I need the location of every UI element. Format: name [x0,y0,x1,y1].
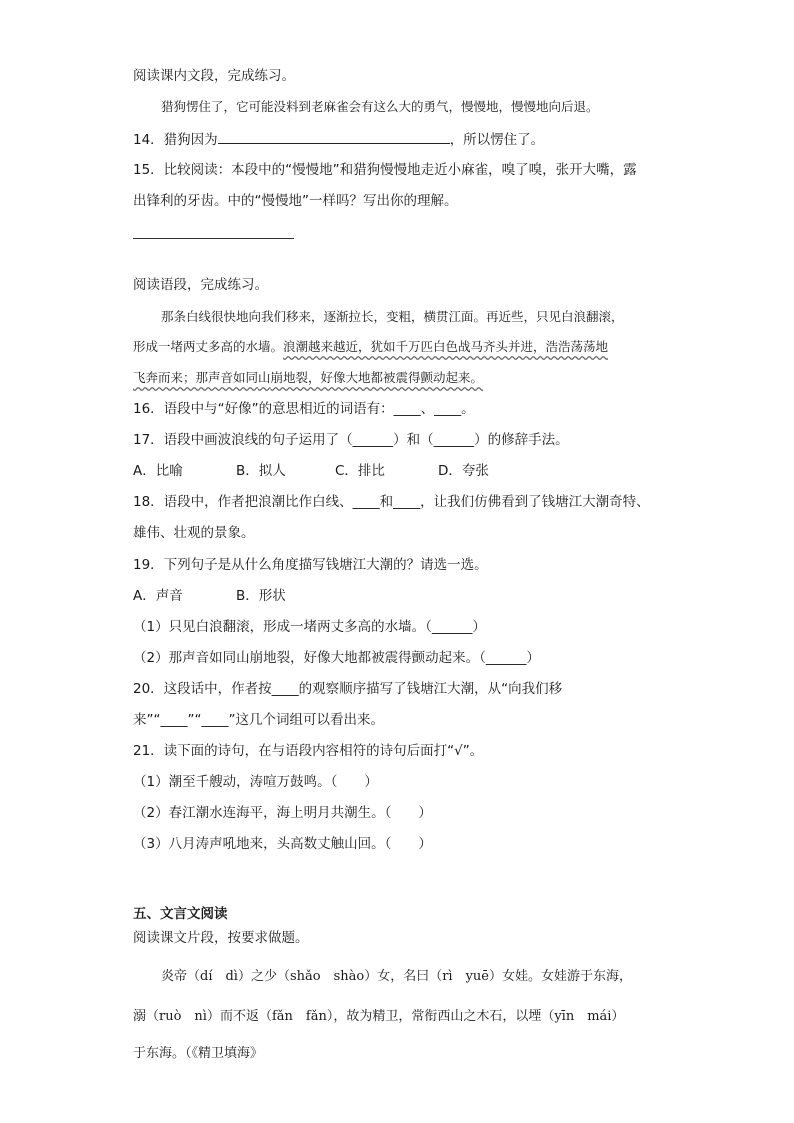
question-19: 19．下列句子是从什么角度描写钱塘江大潮的？请选一选。 [133,557,488,573]
section3-passage-line2: 溺（ruò nì）而不返（fǎn fǎn），故为精卫，常衔西山之木石，以堙（yīn mái） [133,1009,625,1024]
q19-option-a[interactable]: A．声音 [133,588,183,604]
q14-answer-blank[interactable] [218,129,450,144]
section3-passage-line1: 炎帝（dí dì）之少（shǎo shào）女，名曰（rì yuē）女娃。女娃游于东海， [161,969,632,984]
q17-option-c[interactable]: C．排比 [335,463,385,479]
q15-answer-line[interactable] [133,238,294,239]
passage-line3-wavy-c: 崩地裂，好像大地都被震得颤动起来。 [270,370,484,385]
question-14 [133,129,544,150]
q21-item-2: （2）春江潮水连海平，海上明月共潮生。（ ） [133,805,432,821]
q17-option-a[interactable]: A．比喻 [133,463,183,479]
question-20-line2: 来”“____”“____”这几个词组可以看出来。 [133,712,384,728]
q17-options [133,461,489,481]
q17-option-d[interactable]: D．夸张 [438,463,489,479]
passage-line2-wavy: 浪潮越来越近，犹如千万匹白色战马齐头并进，浩浩荡荡地 [283,339,609,354]
q19-item-2: （2）那声音如同山崩地裂，好像大地都被震得颤动起来。（______） [133,650,540,666]
q14-suffix: ，所以愣住了。 [449,132,545,148]
section2-passage-line1: 那条白线很快地向我们移来，逐渐拉长，变粗，横贯江面。再近些，只见白浪翻滚， [161,309,624,324]
question-15-line2: 出锋利的牙齿。中的“慢慢地”一样吗？写出你的理解。 [133,193,458,209]
q19-option-b[interactable]: B．形状 [236,588,286,604]
section2-passage-line2 [133,337,608,357]
section1-intro: 阅读课内文段，完成练习。 [133,68,295,84]
section3-heading: 五、文言文阅读 [133,906,228,922]
passage-line2-plain: 形成一堵两丈多高的水墙。 [133,339,284,354]
question-18-line1: 18．语段中，作者把浪潮比作白线、____和____，让我们仿佛看到了钱塘江大潮奇特、 [133,494,650,510]
question-16: 16．语段中与“好像”的意思相近的词语有：____、____。 [133,401,475,417]
q19-options [133,586,286,606]
section2-intro: 阅读语段，完成练习。 [133,277,268,293]
passage-line3-wavy-b: 山 [258,370,271,385]
section1-passage: 猎狗愣住了，它可能没料到老麻雀会有这么大的勇气，慢慢地，慢慢地向后退。 [161,99,599,114]
section3-intro: 阅读课文片段，按要求做题。 [133,930,309,946]
passage-line3-wavy-a: 飞奔而来；那声音如同 [133,370,259,385]
question-15-line1: 15．比较阅读：本段中的“慢慢地”和猎狗慢慢地走近小麻雀，嗅了嗅，张开大嘴，露 [133,162,637,178]
section3-passage-line3: 于东海。（《精卫填海》 [133,1046,264,1061]
question-21: 21．读下面的诗句，在与语段内容相符的诗句后面打“√”。 [133,743,484,759]
q21-item-1: （1）潮至千艘动，涛喧万鼓鸣。（ ） [133,774,378,790]
question-17: 17．语段中画波浪线的句子运用了（______）和（______）的修辞手法。 [133,432,569,448]
q17-option-b[interactable]: B．拟人 [236,463,286,479]
question-20-line1: 20．这段话中，作者按____的观察顺序描写了钱塘江大潮，从“向我们移 [133,681,563,697]
question-18-line2: 雄伟、壮观的景象。 [133,525,255,541]
q19-item-1: （1）只见白浪翻滚，形成一堵两丈多高的水墙。（______） [133,619,486,635]
q14-prefix: 14．猎狗因为 [133,132,218,148]
section2-passage-line3 [133,368,483,388]
q21-item-3: （3）八月涛声吼地来，头高数丈触山回。（ ） [133,836,432,852]
